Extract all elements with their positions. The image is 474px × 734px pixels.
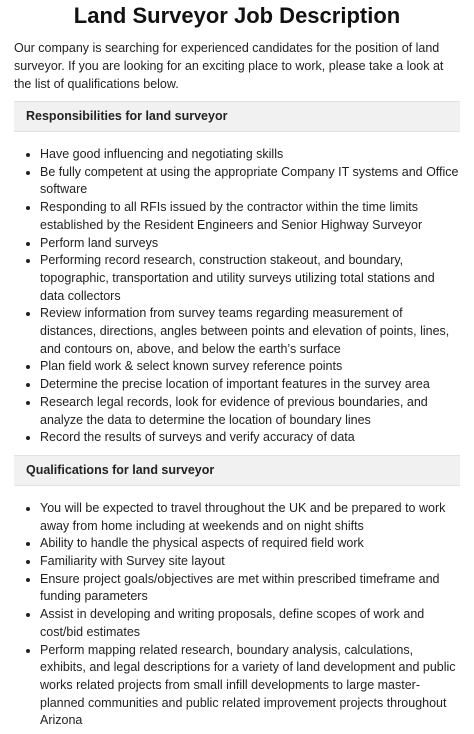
qualifications-heading: Qualifications for land surveyor [14,455,460,486]
list-item: • Ability to handle the physical aspects of required field work [40,535,460,553]
list-item: • Determine the precise location of important features in the survey area [40,376,460,394]
responsibilities-heading: Responsibilities for land surveyor [14,101,460,132]
responsibilities-list [14,146,460,447]
list-item: • Be fully competent at using the appropriate Company IT systems and Office software [40,164,460,199]
job-description-page [0,3,474,730]
intro-paragraph: Our company is searching for experienced candidates for the position of land surveyor. If you are looking for an exciting place to work, please take a look at the list of qualifications below. [14,41,444,91]
list-item: • Responding to all RFIs issued by the contractor within the time limits established by the Resident Engineers and Senior Highway Surveyor [40,199,460,234]
list-item: • Plan field work & select known survey reference points [40,358,460,376]
list-item: • Have good influencing and negotiating skills [40,146,460,164]
list-item: • Research legal records, look for evidence of previous boundaries, and analyze the data to determine the location of boundary lines [40,394,460,429]
page-title: Land Surveyor Job Description [73,3,401,28]
list-item: • You will be expected to travel throughout the UK and be prepared to work away from home including at weekends and on night shifts [40,500,460,535]
list-item: • Perform mapping related research, boundary analysis, calculations, exhibits, and legal descriptions for a variety of land development and public works related projects from small infill developments to large master-planned communities and public related improvement projects throughout Arizona [40,642,460,731]
list-item: • Ensure project goals/objectives are met within prescribed timeframe and funding parameters [40,571,460,606]
qualifications-list [14,500,460,730]
list-item: • Review information from survey teams regarding measurement of distances, directions, angles between points and elevation of points, lines, and contours on, above, and below the earth’s surface [40,305,460,358]
list-item: • Assist in developing and writing proposals, define scopes of work and cost/bid estimates [40,606,460,641]
list-item: • Record the results of surveys and verify accuracy of data [40,429,460,447]
list-item: • Performing record research, construction stakeout, and boundary, topographic, transportation and utility surveys utilizing total stations and data collectors [40,252,460,305]
list-item: • Perform land surveys [40,235,460,253]
list-item: • Familiarity with Survey site layout [40,553,460,571]
